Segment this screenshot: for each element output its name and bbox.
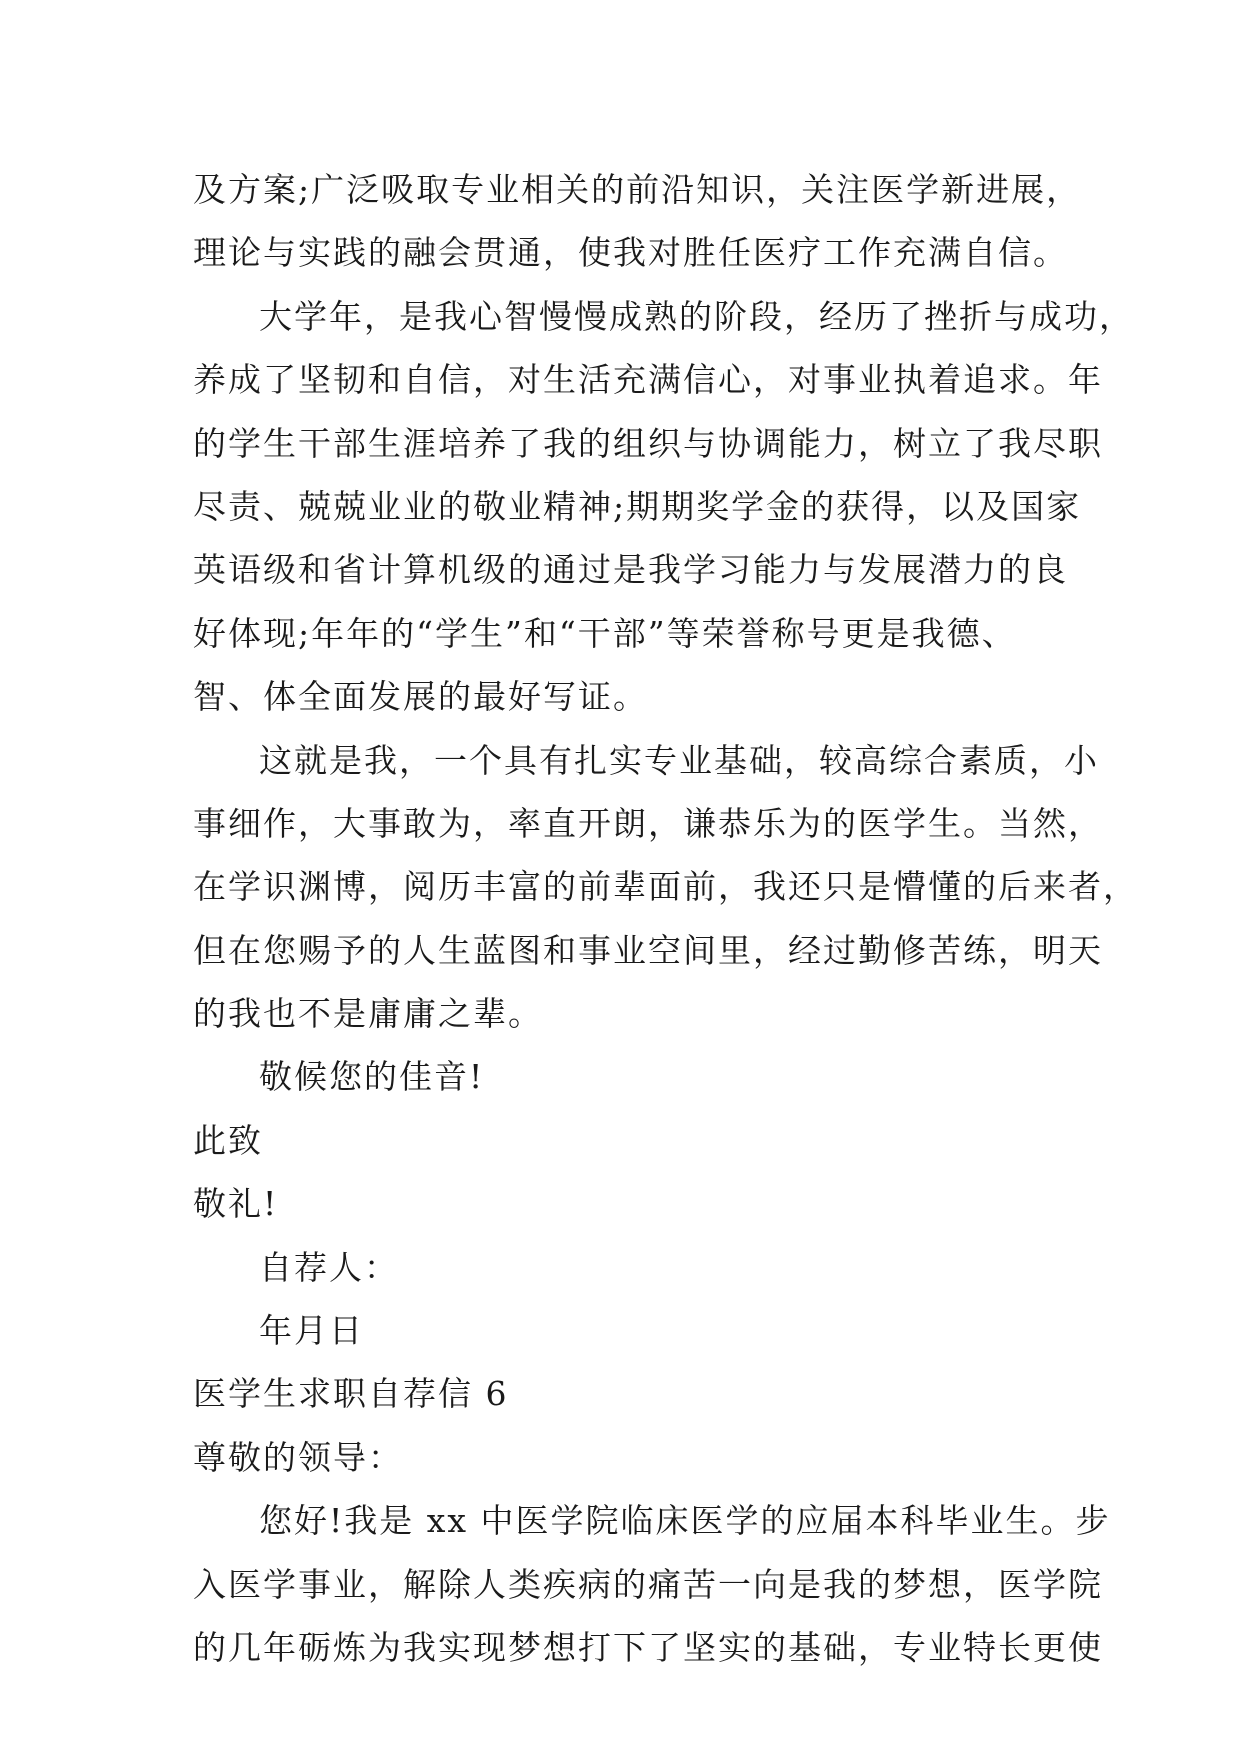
text-line: 事细作，大事敢为，率直开朗，谦恭乐为的医学生。当然，	[193, 803, 1103, 843]
text-line: 尽责、兢兢业业的敬业精神;期期奖学金的获得，以及国家	[193, 486, 1082, 526]
paragraph-start-line: 您好!我是 xx 中医学院临床医学的应届本科毕业生。步	[259, 1501, 1111, 1541]
text-line: 入医学事业，解除人类疾病的痛苦一向是我的梦想，医学院	[193, 1564, 1103, 1604]
text-line: 养成了坚韧和自信，对生活充满信心，对事业执着追求。年	[193, 360, 1103, 400]
text-line: 的几年砺炼为我实现梦想打下了坚实的基础，专业特长更使	[193, 1627, 1103, 1667]
text-line: 的学生干部生涯培养了我的组织与协调能力，树立了我尽职	[193, 423, 1103, 463]
text-line: 但在您赐予的人生蓝图和事业空间里，经过勤修苦练，明天	[193, 930, 1103, 970]
paragraph-start-line: 大学年，是我心智慢慢成熟的阶段，经历了挫折与成功，	[259, 296, 1134, 336]
salutation-line: 敬礼!	[193, 1184, 279, 1224]
text-line: 在学识渊博，阅历丰富的前辈面前，我还只是懵懂的后来者，	[193, 867, 1138, 907]
paragraph-start-line: 这就是我，一个具有扎实专业基础，较高综合素质，小	[259, 740, 1099, 780]
text-line: 的我也不是庸庸之辈。	[193, 994, 543, 1034]
text-line: 及方案;广泛吸取专业相关的前沿知识，关注医学新进展，	[193, 170, 1082, 209]
text-line: 英语级和省计算机级的通过是我学习能力与发展潜力的良	[193, 550, 1068, 590]
text-line: 智、体全面发展的最好写证。	[193, 677, 648, 717]
closing-line: 敬候您的佳音!	[259, 1057, 485, 1097]
text-line: 理论与实践的融会贯通，使我对胜任医疗工作充满自信。	[193, 233, 1068, 273]
salutation-line: 此致	[193, 1120, 263, 1160]
date-line: 年月日	[259, 1311, 364, 1351]
greeting-line: 尊敬的领导：	[193, 1437, 403, 1477]
section-title: 医学生求职自荐信 6	[193, 1374, 509, 1414]
document-body	[193, 158, 1138, 1679]
signature-line: 自荐人：	[259, 1247, 399, 1287]
text-line: 好体现;年年的“学生”和“干部”等荣誉称号更是我德、	[193, 613, 1017, 653]
